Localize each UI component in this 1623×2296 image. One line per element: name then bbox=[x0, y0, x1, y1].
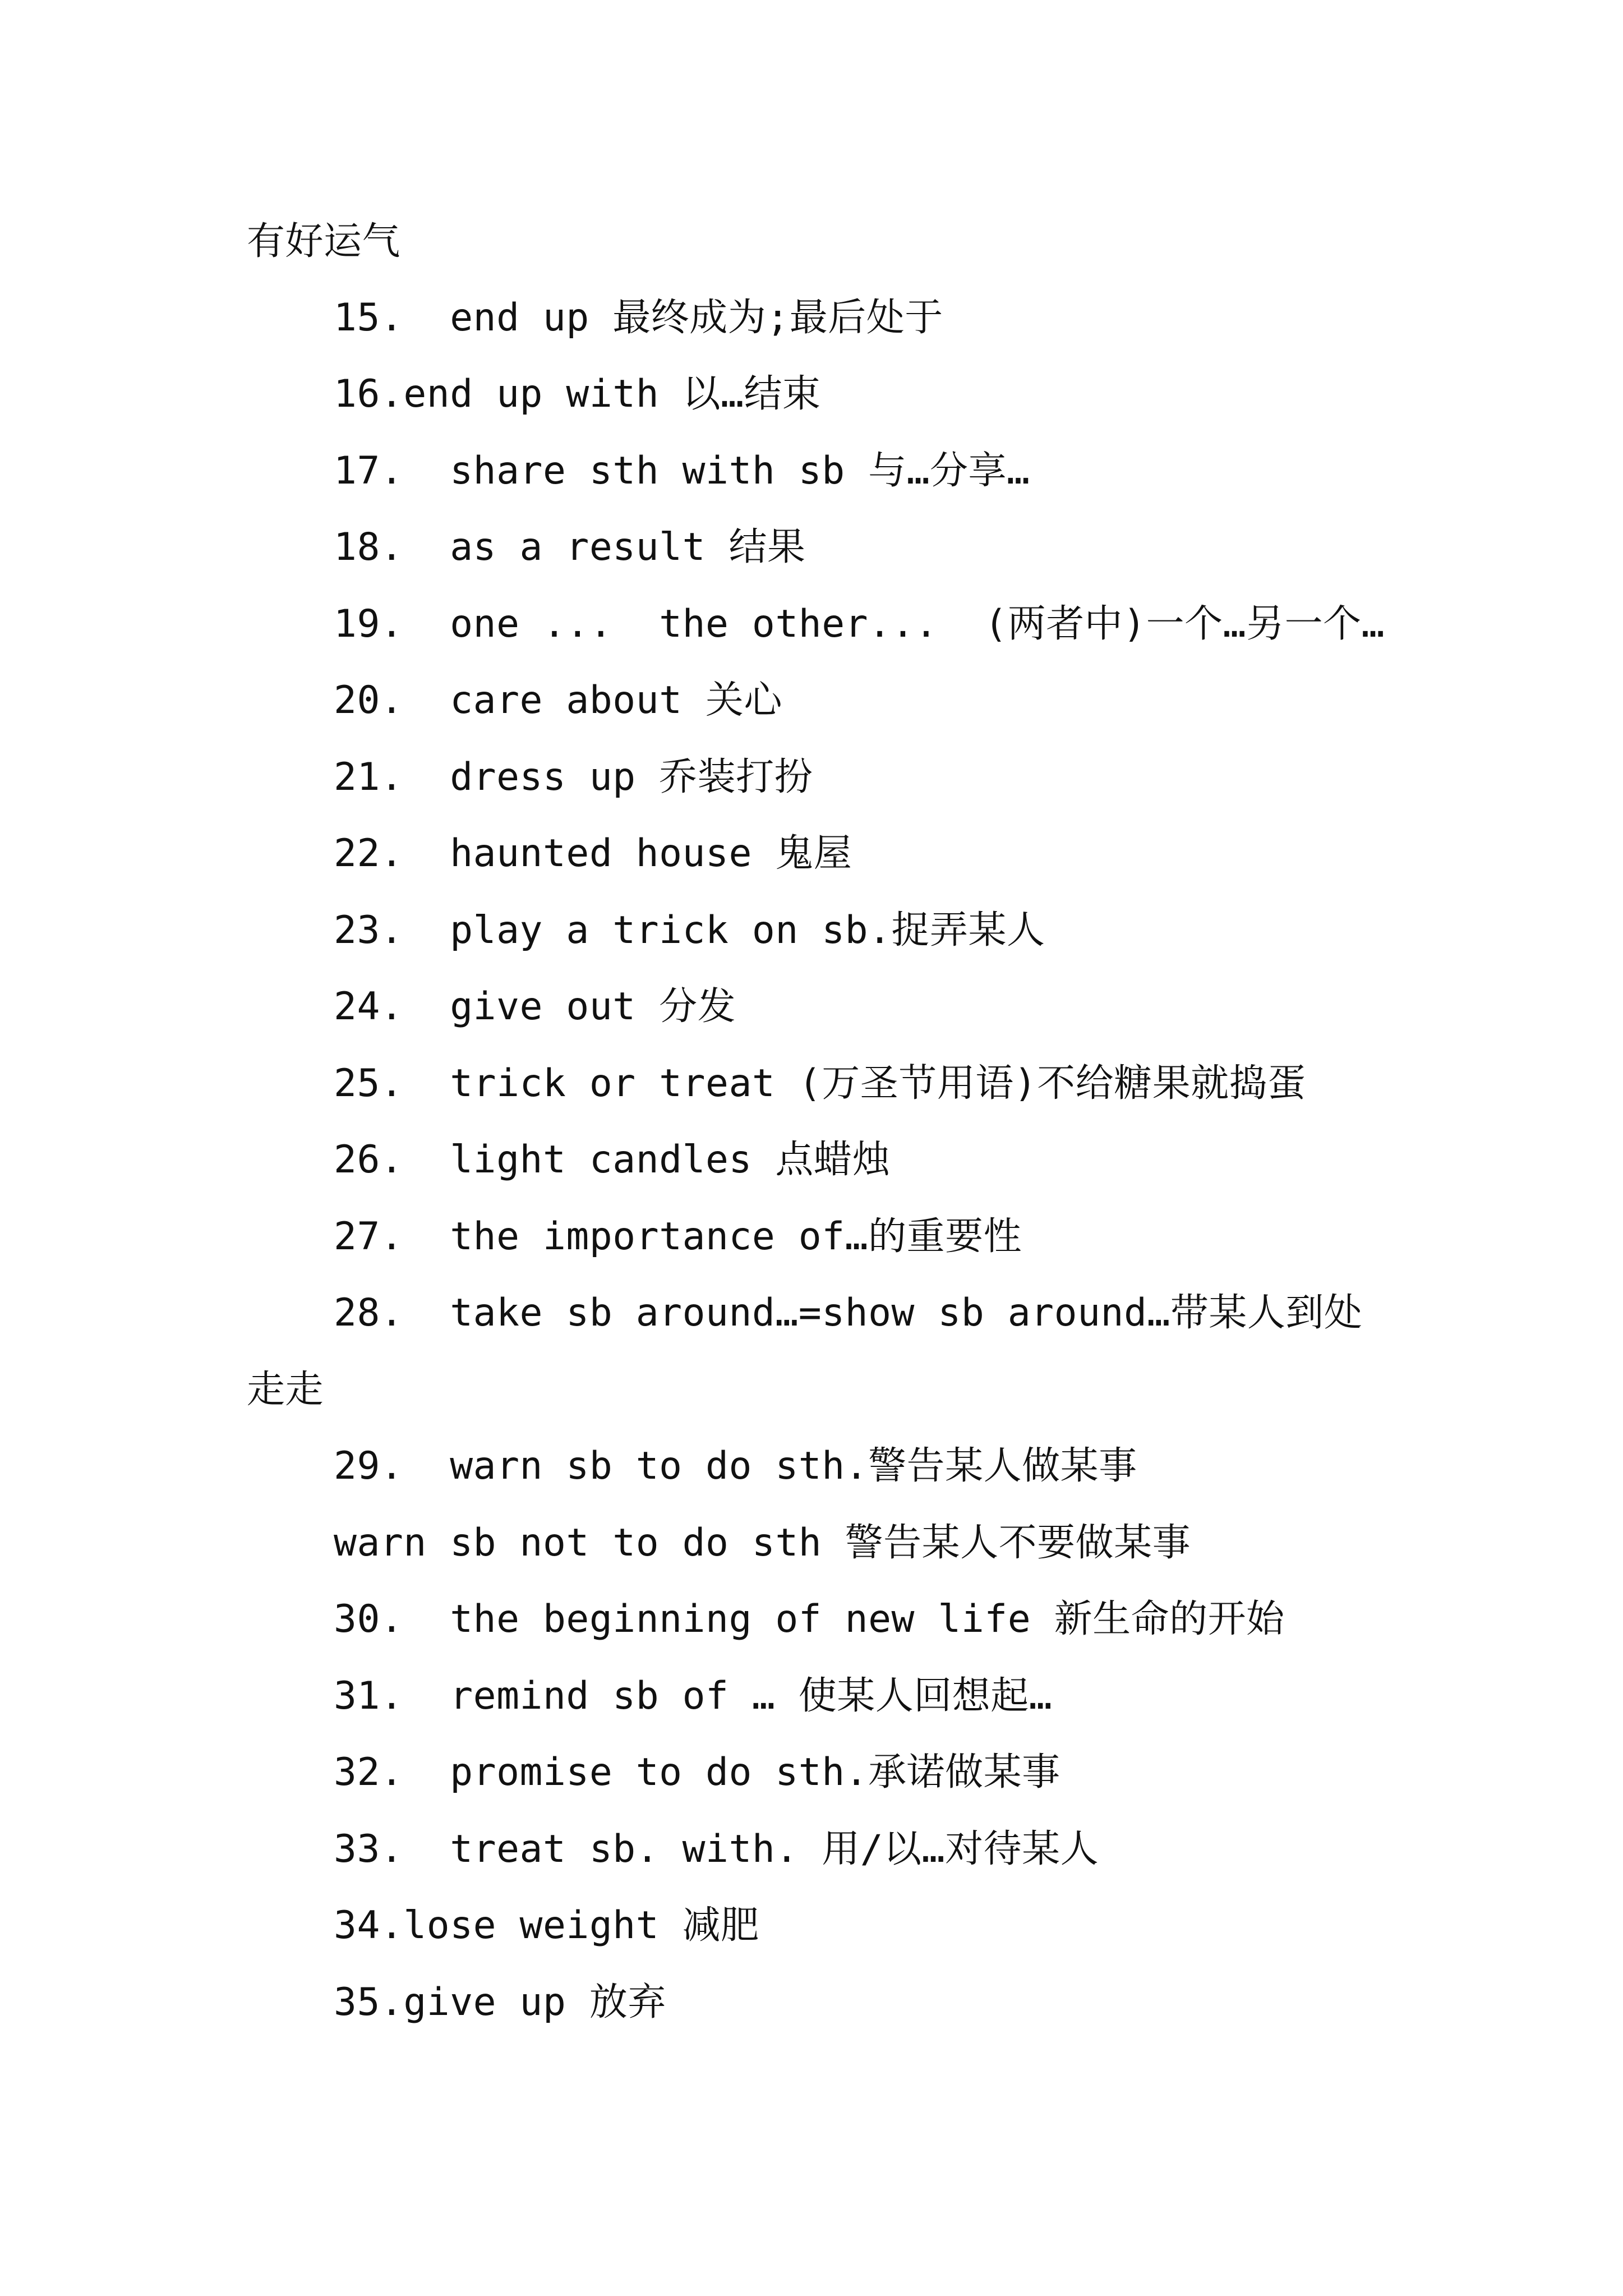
phrase-item-23: 23. play a trick on sb.捉弄某人 bbox=[334, 908, 1045, 953]
phrase-item-22: 22. haunted house 鬼屋 bbox=[334, 831, 852, 876]
phrase-item-18: 18. as a result 结果 bbox=[334, 525, 806, 569]
phrase-item-32: 32. promise to do sth.承诺做某事 bbox=[334, 1750, 1061, 1795]
phrase-item-16: 16.end up with 以…结束 bbox=[334, 372, 821, 416]
phrase-item-34: 34.lose weight 减肥 bbox=[334, 1903, 759, 1948]
phrase-item-26: 26. light candles 点蜡烛 bbox=[334, 1138, 891, 1182]
phrase-item-25: 25. trick or treat (万圣节用语)不给糖果就捣蛋 bbox=[334, 1061, 1306, 1106]
phrase-item-17: 17. share sth with sb 与…分享… bbox=[334, 449, 1030, 493]
phrase-item-15: 15. end up 最终成为;最后处于 bbox=[334, 296, 943, 340]
phrase-item-21: 21. dress up 乔装打扮 bbox=[334, 755, 813, 799]
phrase-item-30: 30. the beginning of new life 新生命的开始 bbox=[334, 1597, 1285, 1641]
phrase-item-24: 24. give out 分发 bbox=[334, 984, 736, 1029]
phrase-item-29: 29. warn sb to do sth.警告某人做某事 bbox=[334, 1444, 1137, 1488]
phrase-item-20: 20. care about 关心 bbox=[334, 678, 783, 723]
phrase-item-28: 28. take sb around…=show sb around…带某人到处 bbox=[334, 1291, 1363, 1335]
phrase-item-27: 27. the importance of…的重要性 bbox=[334, 1214, 1022, 1259]
phrase-item-33: 33. treat sb. with. 用/以…对待某人 bbox=[334, 1827, 1099, 1871]
text-line: 有好运气 bbox=[247, 219, 401, 264]
text-line: warn sb not to do sth 警告某人不要做某事 bbox=[334, 1521, 1191, 1565]
phrase-item-31: 31. remind sb of … 使某人回想起… bbox=[334, 1674, 1053, 1718]
text-line: 走走 bbox=[247, 1368, 324, 1412]
phrase-item-19: 19. one ... the other... (两者中)一个…另一个… bbox=[334, 602, 1385, 646]
phrase-item-35: 35.give up 放弃 bbox=[334, 1980, 666, 2024]
